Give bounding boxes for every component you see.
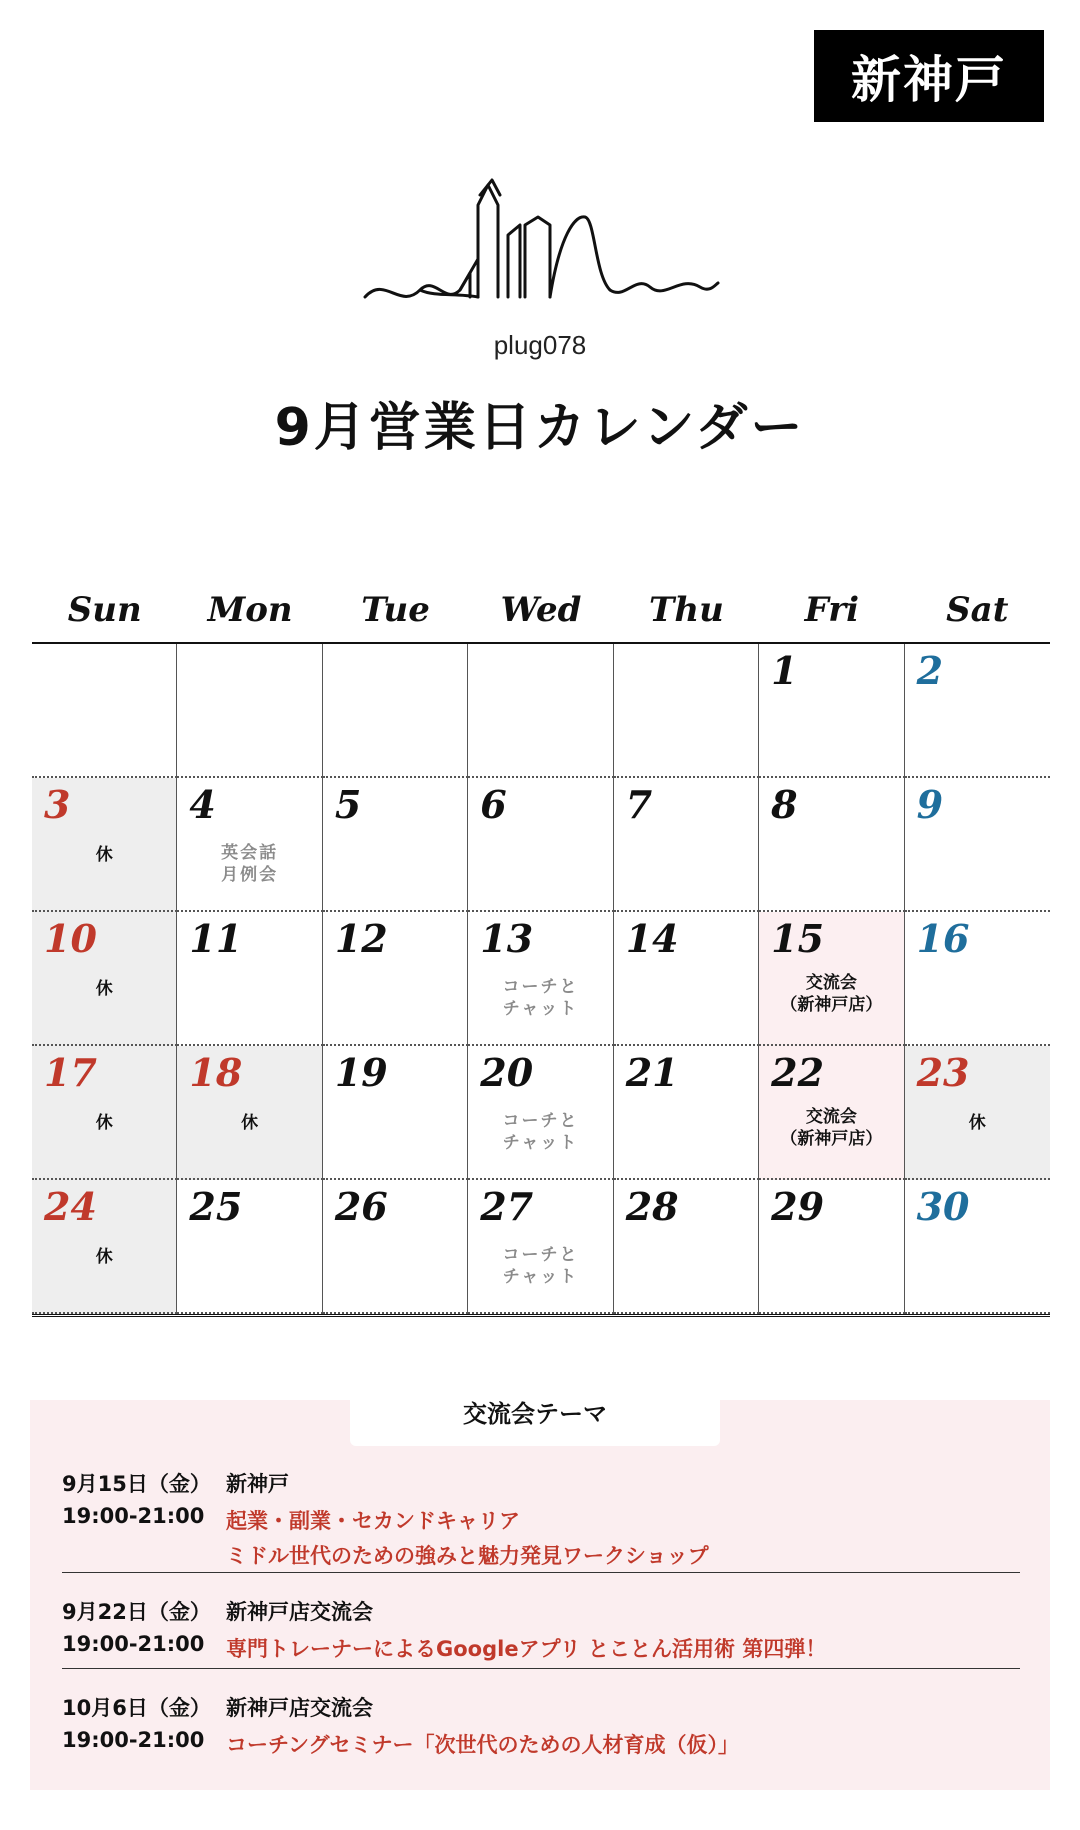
calendar-day-empty: [323, 644, 468, 778]
calendar-day-12: [323, 912, 468, 1046]
calendar-day-16: [905, 912, 1050, 1046]
calendar-day-15: [759, 912, 904, 1046]
skyline-logo: [360, 175, 720, 325]
weekday-sat: Sat: [946, 590, 1009, 630]
day-number: 5: [334, 782, 362, 827]
calendar-day-empty: [614, 644, 759, 778]
calendar-day-30: [905, 1180, 1050, 1314]
theme-time: 19:00-21:00: [62, 1728, 205, 1752]
calendar-day-10: [32, 912, 177, 1046]
calendar-day-empty: [468, 644, 613, 778]
activity-label: コーチと チャット: [502, 1245, 579, 1287]
theme-time: 19:00-21:00: [62, 1632, 205, 1656]
weekday-thu: Thu: [649, 590, 724, 630]
activity-label: コーチと チャット: [502, 977, 579, 1019]
closed-label: 休: [95, 979, 113, 999]
day-number: 29: [771, 1184, 825, 1229]
activity-label: コーチと チャット: [502, 1111, 579, 1153]
day-number: 12: [334, 916, 388, 961]
calendar-day-7: [614, 778, 759, 912]
weekday-wed: Wed: [500, 590, 582, 630]
calendar-day-9: [905, 778, 1050, 912]
calendar-grid: [32, 642, 1050, 1317]
day-number: 10: [44, 916, 97, 961]
day-number: 19: [334, 1050, 388, 1095]
day-number: 3: [44, 782, 71, 827]
calendar-day-25: [177, 1180, 322, 1314]
calendar-day-3: [32, 778, 177, 912]
day-number: 16: [916, 916, 970, 961]
theme-divider: [62, 1668, 1020, 1669]
calendar-day-1: [759, 644, 904, 778]
day-number: 30: [916, 1184, 970, 1229]
closed-label: 休: [241, 1113, 259, 1133]
logo-text: plug078: [493, 330, 587, 360]
theme-date: 9月22日（金）: [62, 1600, 211, 1624]
weekday-tue: Tue: [361, 590, 430, 630]
calendar-day-13: [468, 912, 613, 1046]
day-number: 24: [44, 1184, 97, 1229]
theme-date: 10月6日（金）: [62, 1696, 211, 1720]
weekday-fri: Fri: [804, 590, 860, 630]
day-number: 26: [334, 1184, 388, 1229]
calendar-day-20: [468, 1046, 613, 1180]
calendar-day-18: [177, 1046, 322, 1180]
calendar-day-14: [614, 912, 759, 1046]
calendar-day-empty: [32, 644, 177, 778]
calendar-day-17: [32, 1046, 177, 1180]
day-number: 17: [44, 1050, 97, 1095]
day-number: 25: [189, 1184, 243, 1229]
calendar-day-24: [32, 1180, 177, 1314]
theme-venue: 新神戸店交流会: [226, 1600, 373, 1624]
weekday-mon: Mon: [207, 590, 293, 630]
calendar-day-5: [323, 778, 468, 912]
theme-date: 9月15日（金）: [62, 1472, 211, 1496]
theme-detail: 専門トレーナーによるGoogleアプリ とことん活用術 第四弾！: [226, 1637, 827, 1661]
calendar-day-19: [323, 1046, 468, 1180]
day-number: 27: [480, 1184, 534, 1229]
theme-divider: [62, 1572, 1020, 1573]
day-number: 15: [771, 916, 825, 961]
calendar-day-4: [177, 778, 322, 912]
day-number: 21: [625, 1050, 679, 1095]
themes-title: 交流会テーマ: [350, 1400, 720, 1446]
day-number: 13: [480, 916, 534, 961]
calendar-day-6: [468, 778, 613, 912]
day-number: 23: [916, 1050, 970, 1095]
calendar-day-8: [759, 778, 904, 912]
closed-label: 休: [968, 1113, 986, 1133]
day-number: 4: [189, 782, 216, 827]
day-number: 22: [771, 1050, 825, 1095]
calendar-day-empty: [177, 644, 322, 778]
calendar-day-11: [177, 912, 322, 1046]
theme-venue: 新神戸店交流会: [226, 1696, 373, 1720]
day-number: 28: [625, 1184, 679, 1229]
day-number: 11: [189, 916, 243, 961]
day-number: 7: [625, 782, 653, 827]
calendar-day-26: [323, 1180, 468, 1314]
location-badge: 新神戸: [814, 30, 1044, 122]
day-number: 2: [916, 648, 944, 693]
calendar: [32, 580, 1050, 1317]
day-number: 18: [189, 1050, 243, 1095]
calendar-day-2: [905, 644, 1050, 778]
calendar-day-23: [905, 1046, 1050, 1180]
day-number: 14: [625, 916, 679, 961]
weekday-sun: Sun: [67, 590, 142, 630]
event-label: 交流会 （新神戸店）: [780, 1107, 883, 1149]
calendar-day-22: [759, 1046, 904, 1180]
day-number: 9: [916, 782, 944, 827]
theme-detail: コーチングセミナー「次世代のための人材育成（仮）」: [226, 1733, 740, 1757]
day-number: 20: [480, 1050, 534, 1095]
activity-label: 英会話 月例会: [221, 843, 279, 885]
calendar-day-21: [614, 1046, 759, 1180]
calendar-day-27: [468, 1180, 613, 1314]
weekday-header: [32, 580, 1050, 640]
calendar-day-28: [614, 1180, 759, 1314]
themes-panel: [30, 1400, 1050, 1790]
theme-venue: 新神戸: [226, 1472, 289, 1496]
day-number: 1: [771, 648, 798, 693]
calendar-day-29: [759, 1180, 904, 1314]
closed-label: 休: [95, 845, 113, 865]
closed-label: 休: [95, 1247, 113, 1267]
event-label: 交流会 （新神戸店）: [780, 973, 883, 1015]
closed-label: 休: [95, 1113, 113, 1133]
theme-time: 19:00-21:00: [62, 1504, 205, 1528]
day-number: 6: [480, 782, 507, 827]
day-number: 8: [771, 782, 798, 827]
page-title: 9月営業日カレンダー: [274, 398, 806, 458]
theme-detail: 起業・副業・セカンドキャリア ミドル世代のための強みと魅力発見ワークショップ: [226, 1509, 709, 1568]
